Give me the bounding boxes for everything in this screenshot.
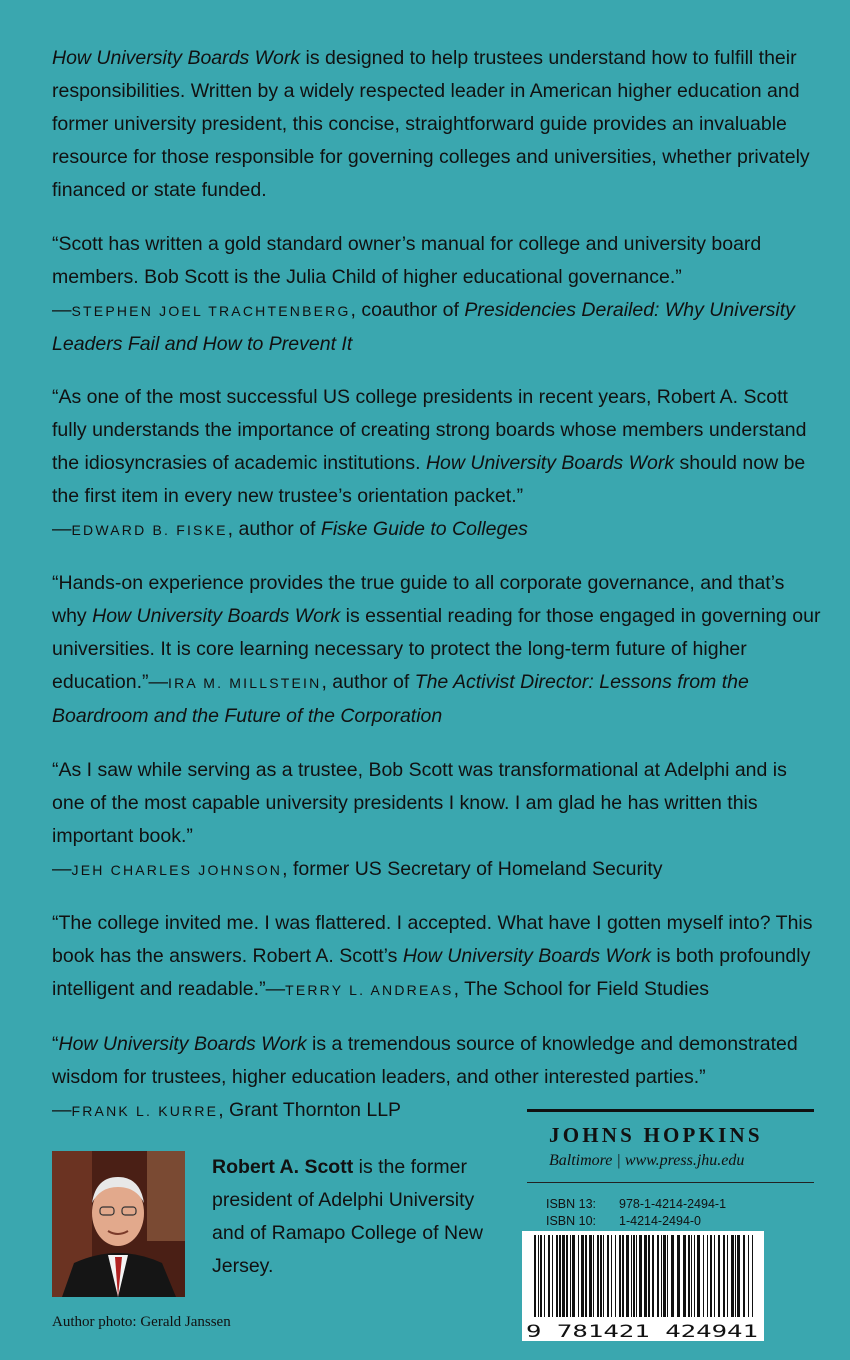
- quote-dash: —: [52, 518, 72, 540]
- author-bio-text: is the former president of Adelphi University and of Ramapo College of New Jersey.: [212, 1156, 483, 1277]
- book-description: [52, 42, 822, 207]
- quote-text: “As I saw while serving as a trustee, Bob Scott was transformational at Adelphi and is one of the most capable university presidents I know. I am glad he has written this important book.”: [52, 759, 787, 847]
- quote-author-role: , author of: [227, 518, 321, 540]
- quote-text: should now be the first item in every new trustee’s orientation packet.”: [52, 452, 806, 507]
- endorsement-quote: [52, 567, 822, 733]
- book-title: How University Boards Work: [52, 47, 301, 69]
- quote-author-work: Presidencies Derailed: Why University Leaders Fail and How to Prevent It: [52, 299, 795, 355]
- quote-text: “Hands-on experience provides the true guide to all corporate governance, and that’s why: [52, 572, 785, 627]
- author-bio: [212, 1151, 512, 1283]
- quote-text: “Scott has written a gold standard owner’s manual for college and university board members. Bob Scott is the Julia Child of higher educational governance.”: [52, 233, 762, 288]
- quote-author: IRA M. MILLSTEIN: [167, 675, 322, 691]
- publisher-city: Baltimore: [549, 1152, 613, 1169]
- description-text: is designed to help trustees understand how to fulfill their responsibilities. Written by a widely respected leader in American higher education and former university president, this concise, straightforward guide provides an invaluable resource for those responsible for governing colleges and universities, whether privately financed or state funded.: [52, 47, 810, 201]
- endorsement-quote: [52, 228, 822, 361]
- author-portrait-icon: [52, 1151, 185, 1297]
- publisher-separator: |: [612, 1152, 625, 1169]
- quote-dash: —: [52, 858, 72, 880]
- quote-author-role: , Grant Thornton LLP: [218, 1099, 402, 1121]
- quote-dash: —: [52, 1099, 72, 1121]
- quote-author-work: Fiske Guide to Colleges: [320, 518, 528, 540]
- quote-author: EDWARD B. FISKE: [71, 522, 228, 538]
- quote-author: JEH CHARLES JOHNSON: [71, 862, 283, 878]
- photo-credit: Author photo: Gerald Janssen: [52, 1314, 231, 1330]
- publisher-divider: [527, 1182, 814, 1183]
- quote-author-work: The Activist Director: Lessons from the Boardroom and the Future of the Corporation: [52, 671, 749, 727]
- quote-dash: —: [52, 299, 72, 321]
- quote-author: STEPHEN JOEL TRACHTENBERG: [71, 303, 351, 319]
- author-name: Robert A. Scott: [212, 1156, 354, 1178]
- book-title: How University Boards Work: [425, 452, 675, 474]
- quote-text: is both profoundly intelligent and readable.”: [52, 945, 811, 1000]
- isbn13-label: ISBN 13:: [546, 1197, 597, 1211]
- quote-text: is essential reading for those engaged in governing our universities. It is core learning necessary to protect the long-term future of higher education.”: [52, 605, 821, 693]
- publisher-name: JOHNS HOPKINS: [549, 1123, 763, 1147]
- publisher-subline: [527, 1150, 814, 1172]
- isbn13-value: 978-1-4214-2494-1: [619, 1197, 727, 1211]
- publisher-block: [527, 1109, 814, 1183]
- endorsement-quote: [52, 907, 822, 1007]
- quote-author: TERRY L. ANDREAS: [285, 982, 454, 998]
- isbn10-label: ISBN 10:: [546, 1214, 597, 1228]
- book-title: How University Boards Work: [58, 1033, 307, 1055]
- isbn-block: [546, 1196, 726, 1230]
- quote-dash: —: [148, 671, 168, 693]
- publisher-url: www.press.jhu.edu: [624, 1152, 745, 1169]
- barcode-digits: 9 781421 424941: [526, 1322, 758, 1341]
- author-photo: [52, 1151, 185, 1297]
- isbn13-row: [546, 1196, 726, 1213]
- quote-author-role: , coauthor of: [350, 299, 465, 321]
- barcode: [522, 1231, 764, 1341]
- quote-author-role: , author of: [321, 671, 415, 693]
- isbn10-row: [546, 1213, 726, 1230]
- book-title: How University Boards Work: [402, 945, 651, 967]
- isbn10-value: 1-4214-2494-0: [619, 1214, 702, 1228]
- quote-text: “The college invited me. I was flattered. I accepted. What have I gotten myself into? This book has the answers. Robert A. Scott’s: [52, 912, 813, 967]
- quote-text: “As one of the most successful US college presidents in recent years, Robert A. Scott fully understands the importance of creating strong boards whose members understand the idiosyncrasies of academic institutions.: [52, 386, 807, 474]
- book-title: How University Boards Work: [92, 605, 341, 627]
- quote-author-role: , The School for Field Studies: [453, 978, 710, 1000]
- endorsement-quote: [52, 381, 822, 547]
- quote-author: FRANK L. KURRE: [71, 1103, 219, 1119]
- barcode-icon: [522, 1231, 764, 1341]
- quote-open-mark: “: [52, 1033, 59, 1055]
- quote-text: is a tremendous source of knowledge and demonstrated wisdom for trustees, higher education leaders, and other interested parties.”: [52, 1033, 798, 1088]
- endorsement-quote: [52, 754, 822, 887]
- quote-dash: —: [265, 978, 286, 1000]
- quote-author-role: , former US Secretary of Homeland Security: [282, 858, 663, 880]
